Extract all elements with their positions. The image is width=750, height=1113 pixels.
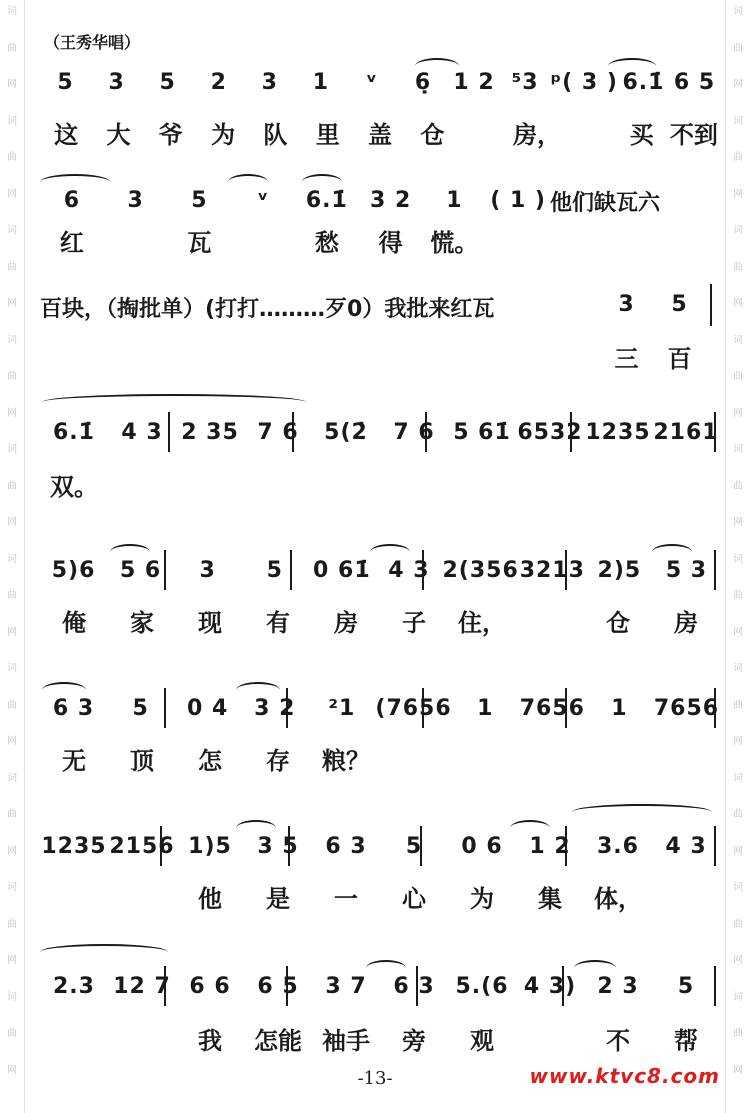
watermark-glyph: 网 — [7, 845, 17, 857]
note: 4 3 — [388, 557, 430, 583]
note: 5 — [57, 69, 74, 95]
watermark-glyph: 曲 — [733, 42, 743, 54]
note: 3 — [127, 187, 144, 213]
watermark-glyph: 词 — [733, 444, 743, 455]
watermark-glyph: 曲 — [733, 699, 743, 711]
watermark-glyph: 网 — [733, 736, 743, 747]
note: 6 5 — [257, 973, 299, 999]
watermark-glyph: 网 — [7, 407, 17, 419]
notation-row — [40, 180, 550, 220]
note: 3 2 — [369, 187, 412, 213]
watermark-glyph: 网 — [733, 517, 743, 528]
notation-row — [40, 550, 720, 590]
lyric: 这 — [54, 120, 79, 149]
lyric: 得 — [378, 228, 403, 257]
watermark-glyph: 曲 — [7, 1028, 17, 1039]
watermark-glyph: 曲 — [733, 590, 743, 601]
note: 2(356 — [442, 557, 519, 583]
note: 7 6 — [393, 419, 435, 445]
watermark-glyph: 词 — [733, 115, 743, 127]
lyric: 家 — [130, 608, 154, 637]
note: 3 — [618, 291, 635, 317]
slur — [40, 944, 168, 960]
note: 2156 — [109, 833, 175, 859]
note: 6.1̇ — [622, 69, 665, 95]
watermark-glyph: 网 — [733, 1064, 743, 1076]
breath-mark: ᵛ — [257, 187, 270, 213]
lyric: 为 — [211, 120, 236, 149]
watermark-glyph: 词 — [733, 991, 743, 1003]
note: 3.6 — [597, 833, 639, 859]
note: 5 — [159, 69, 176, 95]
watermark-glyph: 网 — [7, 517, 17, 528]
note: 6 — [63, 187, 81, 213]
lyric: 房 — [334, 608, 358, 637]
watermark-glyph: 词 — [7, 6, 17, 17]
lyric: 仓 — [606, 608, 630, 637]
lyric: 袖手 — [322, 1026, 370, 1055]
lyric: 帮 — [674, 1026, 698, 1055]
lyric-row — [600, 336, 706, 376]
lyric: 慌。 — [430, 228, 479, 257]
lyric: 旁 — [402, 1026, 426, 1055]
watermark-glyph: 网 — [733, 79, 743, 90]
score-line-7 — [40, 826, 720, 926]
watermark-glyph: 曲 — [7, 261, 17, 273]
lyric: 瓦 — [187, 228, 212, 257]
note: 1 2 — [453, 69, 495, 95]
note: 3 — [199, 557, 216, 583]
lyric: 存 — [266, 746, 290, 775]
spoken-text: 百块，（掏批单）(打打………歹0）我批来红瓦 — [40, 297, 495, 322]
watermark-glyph: 网 — [7, 188, 17, 200]
note: 7 6 — [257, 419, 299, 445]
note: 1 2 — [529, 833, 571, 859]
watermark-glyph: 词 — [733, 225, 743, 236]
watermark-glyph: 词 — [733, 334, 743, 346]
watermark-glyph: 曲 — [733, 152, 743, 163]
note: ⁵3 — [511, 69, 539, 95]
note: 3 5 — [257, 833, 299, 859]
lyric: 无 — [62, 746, 86, 775]
watermark-glyph: 词 — [7, 663, 17, 674]
score-line-4 — [40, 412, 720, 502]
lyric: 住， — [458, 608, 506, 637]
watermark-glyph: 曲 — [733, 261, 743, 273]
watermark-glyph: 网 — [733, 407, 743, 419]
note: 5 — [191, 187, 208, 213]
lyric: 体， — [594, 884, 642, 913]
notation-row — [40, 966, 720, 1006]
watermark-glyph: 网 — [7, 79, 17, 90]
watermark-glyph: 网 — [733, 955, 743, 966]
note: 6.1̇ — [53, 419, 95, 445]
lyric-row — [40, 600, 720, 640]
note: ²1 — [328, 695, 356, 721]
note: 0 4 — [187, 695, 229, 721]
watermark-glyph: 词 — [7, 772, 17, 784]
note: 5 — [671, 291, 688, 317]
note: 6 3 — [52, 695, 95, 721]
watermark-glyph: 网 — [7, 1064, 17, 1076]
lyric-row — [40, 464, 720, 504]
note: 0 6 — [461, 833, 503, 859]
watermark-glyph: 词 — [733, 6, 743, 17]
watermark-glyph: 曲 — [7, 699, 17, 711]
lyric: 我 — [198, 1026, 222, 1055]
lyric: 一 — [334, 884, 358, 913]
note: 5.(6 — [455, 973, 509, 999]
watermark-glyph: 曲 — [7, 590, 17, 601]
lyric: 盖 — [368, 120, 393, 149]
spoken-text: 他们缺瓦六 — [550, 191, 661, 216]
note: 6 5 — [673, 69, 716, 95]
note: 6̣ — [414, 69, 432, 95]
notation-row — [40, 412, 720, 452]
lyric: 大 — [106, 120, 131, 149]
lyric: 有 — [266, 608, 290, 637]
note: 5 — [266, 557, 283, 583]
note: 5(2̇ — [324, 419, 368, 445]
notation-row — [40, 688, 720, 728]
lyric: 红 — [59, 228, 84, 257]
lyric: 三 — [614, 344, 639, 373]
note: 12 7 — [113, 973, 171, 999]
watermark-glyph: 曲 — [733, 918, 743, 930]
watermark-glyph: 曲 — [7, 152, 17, 163]
slur — [42, 394, 306, 410]
watermark-left — [0, 0, 25, 1113]
watermark-glyph: 曲 — [7, 480, 17, 492]
watermark-glyph: 网 — [733, 188, 743, 200]
slur — [572, 804, 712, 820]
note: 4 3 — [121, 419, 163, 445]
lyric: 为 — [470, 884, 494, 913]
lyric-row — [40, 876, 720, 916]
watermark-glyph: 词 — [733, 772, 743, 784]
lyric: 顶 — [130, 746, 154, 775]
score-line-1 — [40, 62, 720, 162]
lyric: 买 — [629, 120, 654, 149]
note: 4 3) — [523, 973, 577, 999]
note: 7656 — [519, 695, 585, 721]
note: 1 — [312, 69, 329, 95]
watermark-glyph: 网 — [733, 298, 743, 309]
watermark-glyph: 词 — [7, 334, 17, 346]
lyric-row — [40, 738, 720, 778]
score-line-6 — [40, 688, 720, 788]
note: 0 61̇ — [313, 557, 371, 583]
lyric: 怎 — [198, 746, 222, 775]
lyric: 粮？ — [322, 746, 370, 775]
lyric: 集 — [538, 884, 562, 913]
score-line-3 — [40, 284, 720, 384]
score-line-2 — [40, 180, 720, 280]
lyric: 心 — [402, 884, 426, 913]
score-line-8 — [40, 966, 720, 1066]
breath-mark: ᵛ — [365, 69, 378, 95]
lyric: 观 — [470, 1026, 494, 1055]
watermark-glyph: 网 — [7, 955, 17, 966]
lyric: 现 — [198, 608, 222, 637]
lyric: 队 — [263, 120, 288, 149]
note: 1 — [477, 695, 494, 721]
note: 6 6 — [189, 973, 231, 999]
note: 1)5 — [188, 833, 232, 859]
note: 1 — [611, 695, 628, 721]
lyric: 是 — [266, 884, 290, 913]
note: ᵖ( 3 ) — [550, 69, 618, 95]
watermark-glyph: 网 — [7, 298, 17, 309]
notation-row — [40, 62, 720, 102]
note: 1235 — [585, 419, 651, 445]
note: 2 3 — [597, 973, 639, 999]
watermark-glyph: 词 — [733, 553, 743, 565]
lyric-row — [40, 1018, 720, 1058]
watermark-glyph: 曲 — [7, 371, 17, 382]
watermark-glyph: 曲 — [733, 809, 743, 820]
note: 2)5 — [597, 557, 642, 583]
watermark-glyph: 词 — [7, 991, 17, 1003]
score-line-5 — [40, 550, 720, 650]
note: 5 — [132, 695, 149, 721]
note: 7656 — [653, 695, 720, 721]
note: 5 — [405, 833, 423, 859]
watermark-glyph: 曲 — [733, 371, 743, 382]
lyric: 爷 — [158, 120, 183, 149]
lyric-row — [40, 220, 550, 260]
watermark-glyph: 曲 — [733, 480, 743, 492]
note: 2 35 — [181, 419, 239, 445]
lyric: 房 — [674, 608, 698, 637]
note: 4 3 — [665, 833, 707, 859]
bar-line — [710, 284, 712, 326]
watermark-right — [725, 0, 750, 1113]
lyric: 怎能 — [254, 1026, 302, 1055]
note: 1 — [446, 187, 463, 213]
note: 5 6 — [119, 557, 162, 583]
notation-row — [600, 284, 706, 324]
watermark-glyph: 词 — [7, 882, 17, 893]
watermark-glyph: 网 — [733, 626, 743, 638]
lyric: 子 — [402, 608, 426, 637]
watermark-glyph: 网 — [7, 626, 17, 638]
note: 3 2 — [254, 695, 296, 721]
note: 2 — [210, 69, 227, 95]
lyric: 里 — [315, 120, 340, 149]
note: (7656 — [375, 695, 452, 721]
lyric: 百 — [667, 344, 692, 373]
watermark-glyph: 曲 — [733, 1028, 743, 1039]
note: 3 — [108, 69, 125, 95]
note: 6532 — [517, 419, 583, 445]
note: 3213 — [519, 557, 585, 583]
note: 5 3 — [665, 557, 708, 583]
note: 1235 — [41, 833, 107, 859]
watermark-glyph: 曲 — [7, 918, 17, 930]
watermark-glyph: 词 — [7, 115, 17, 127]
note: 5 61̇ — [453, 419, 511, 445]
watermark-glyph: 曲 — [7, 42, 17, 54]
singer-credit: （王秀华唱） — [44, 33, 141, 52]
note: 5 — [677, 973, 695, 999]
site-watermark: www.ktvc8.com — [529, 1064, 720, 1088]
watermark-glyph: 词 — [733, 882, 743, 893]
watermark-glyph: 词 — [7, 444, 17, 455]
lyric-row — [40, 112, 720, 152]
note: 6 3 — [325, 833, 367, 859]
note: 5)6 — [51, 557, 96, 583]
note: 3 — [261, 69, 278, 95]
lyric: 不到 — [669, 120, 718, 149]
lyric: 双。 — [50, 472, 98, 501]
notation-row — [40, 826, 720, 866]
lyric: 不 — [606, 1026, 630, 1055]
lyric: 他 — [198, 884, 222, 913]
note: 6.1̇ — [305, 187, 348, 213]
watermark-glyph: 词 — [7, 553, 17, 565]
note: 2.3 — [53, 973, 95, 999]
watermark-glyph: 网 — [733, 845, 743, 857]
note: 6 3 — [393, 973, 435, 999]
page-number: -13- — [357, 1068, 393, 1089]
watermark-glyph: 网 — [7, 736, 17, 747]
note: 3 7 — [325, 973, 367, 999]
lyric: 俺 — [62, 608, 86, 637]
lyric: 房， — [512, 120, 561, 149]
note: ( 1 ) — [490, 187, 546, 213]
watermark-glyph: 曲 — [7, 809, 17, 820]
watermark-glyph: 词 — [733, 663, 743, 674]
note: 2161 — [653, 419, 719, 445]
lyric: 愁 — [314, 228, 339, 257]
lyric: 仓 — [420, 120, 445, 149]
watermark-glyph: 词 — [7, 225, 17, 236]
